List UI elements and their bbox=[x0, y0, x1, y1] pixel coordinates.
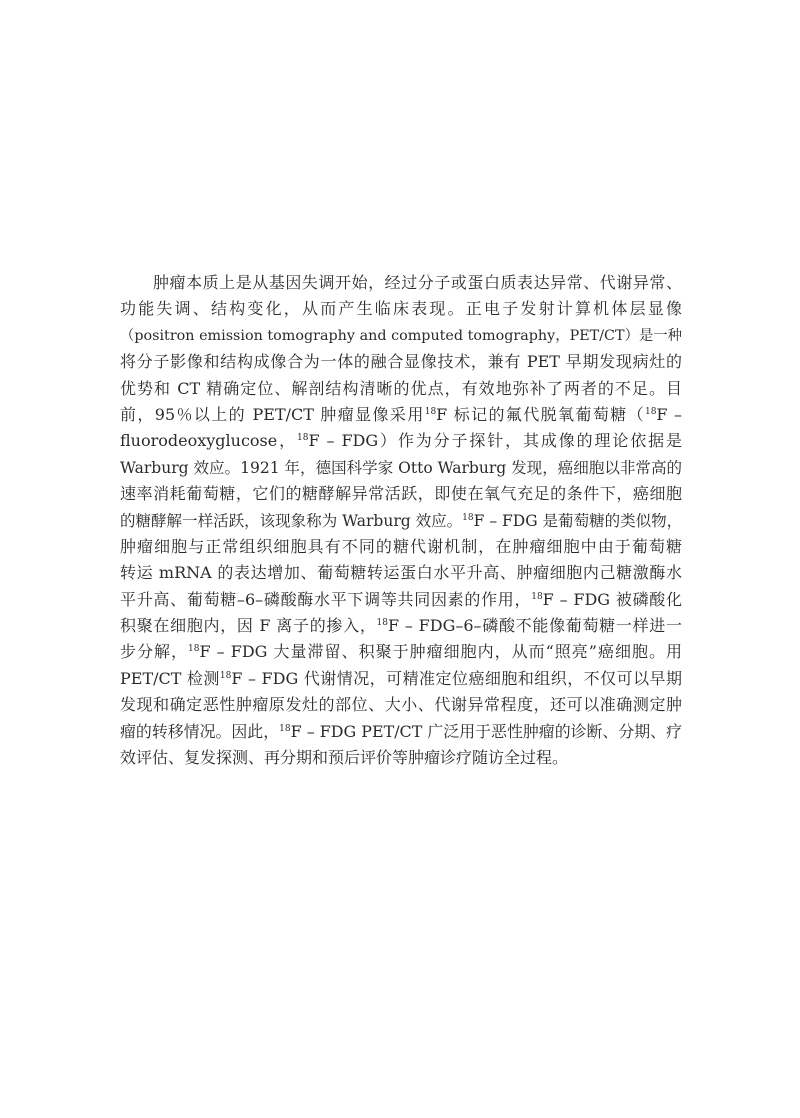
paragraph-line bbox=[120, 349, 682, 375]
isotope-superscript: 18 bbox=[279, 723, 291, 734]
paragraph-line bbox=[120, 692, 682, 718]
paragraph-line bbox=[120, 296, 682, 322]
paragraph-line bbox=[120, 560, 682, 586]
line-text: 平升高、葡萄糖–6–磷酸酶水平下调等共同因素的作用， bbox=[120, 589, 532, 609]
paragraph-line bbox=[120, 534, 682, 560]
paragraph-line bbox=[120, 719, 682, 745]
line-text: 功能失调、结构变化，从而产生临床表现。正电子发射计算机体层显像 bbox=[120, 299, 682, 319]
paragraph-line bbox=[120, 376, 682, 402]
line-text: fluorodeoxyglucose， bbox=[120, 431, 297, 451]
line-text: 优势和 CT 精确定位、解剖结构清晰的优点，有效地弥补了两者的不足。目 bbox=[120, 378, 682, 398]
line-text: F – bbox=[656, 404, 682, 424]
isotope-superscript: 18 bbox=[219, 670, 232, 681]
body-paragraph bbox=[120, 270, 682, 771]
paragraph-line bbox=[120, 508, 682, 534]
isotope-superscript: 18 bbox=[376, 618, 388, 629]
paragraph-line bbox=[120, 402, 682, 428]
line-text: 肿瘤本质上是从基因失调开始，经过分子或蛋白质表达异常、代谢异常、 bbox=[153, 273, 682, 292]
paragraph-line bbox=[120, 323, 682, 349]
isotope-superscript: 18 bbox=[462, 512, 474, 523]
line-text: F – FDG 被磷酸化 bbox=[542, 589, 682, 609]
line-text: 的糖酵解一样活跃，该现象称为 Warburg 效应。 bbox=[120, 511, 463, 530]
line-text: F 标记的氟代脱氧葡萄糖（ bbox=[436, 404, 645, 424]
paragraph-line bbox=[120, 587, 682, 613]
line-text: Warburg 效应。1921 年，德国科学家 Otto Warburg 发现，癌细胞以非常高的 bbox=[120, 458, 682, 477]
paragraph-line bbox=[120, 270, 682, 296]
paragraph-line bbox=[120, 666, 682, 692]
paragraph-line bbox=[120, 639, 682, 665]
line-text: 发现和确定恶性肿瘤原发灶的部位、大小、代谢异常程度，还可以准确测定肿 bbox=[120, 695, 682, 715]
line-text: F – FDG 代谢情况，可精准定位癌细胞和组织，不仅可以早期 bbox=[231, 668, 682, 688]
line-text: F – FDG PET/CT 广泛用于恶性肿瘤的诊断、分期、疗 bbox=[290, 721, 682, 741]
line-text: PET/CT 检测 bbox=[120, 668, 220, 688]
line-text: 步分解， bbox=[120, 642, 189, 662]
line-text: F – FDG–6–磷酸不能像葡萄糖一样进一 bbox=[387, 616, 682, 636]
line-text: F – FDG 大量滞留、积聚于肿瘤细胞内，从而“照亮”癌细胞。用 bbox=[199, 642, 682, 662]
line-text: F – FDG）作为分子探针，其成像的理论依据是 bbox=[308, 431, 682, 451]
isotope-superscript: 18 bbox=[644, 406, 657, 417]
paragraph-line bbox=[120, 613, 682, 639]
line-text: 瘤的转移情况。因此， bbox=[120, 721, 280, 741]
line-text: 速率消耗葡萄糖，它们的糖酵解异常活跃，即使在氧气充足的条件下，癌细胞 bbox=[120, 484, 682, 504]
isotope-superscript: 18 bbox=[296, 433, 309, 444]
line-text: （positron emission tomography and computed tomography，PET/CT）是一种 bbox=[120, 327, 682, 344]
line-text: 转运 mRNA 的表达增加、葡萄糖转运蛋白水平升高、肿瘤细胞内己糖激酶水 bbox=[120, 563, 682, 583]
isotope-superscript: 18 bbox=[188, 644, 200, 655]
paragraph-line bbox=[120, 455, 682, 481]
paragraph-line bbox=[120, 745, 682, 771]
line-text: F – FDG 是葡萄糖的类似物， bbox=[473, 511, 683, 530]
line-text: 前，95％以上的 PET/CT 肿瘤显像采用 bbox=[120, 404, 425, 424]
isotope-superscript: 18 bbox=[424, 406, 437, 417]
line-text: 效评估、复发探测、再分期和预后评价等肿瘤诊疗随访全过程。 bbox=[120, 748, 569, 768]
line-text: 积聚在细胞内，因 F 离子的掺入， bbox=[120, 616, 377, 636]
line-text: 肿瘤细胞与正常组织细胞具有不同的糖代谢机制，在肿瘤细胞中由于葡萄糖 bbox=[120, 536, 682, 556]
isotope-superscript: 18 bbox=[531, 591, 543, 602]
paragraph-line bbox=[120, 481, 682, 507]
paragraph-line bbox=[120, 428, 682, 454]
line-text: 将分子影像和结构成像合为一体的融合显像技术，兼有 PET 早期发现病灶的 bbox=[120, 352, 682, 372]
